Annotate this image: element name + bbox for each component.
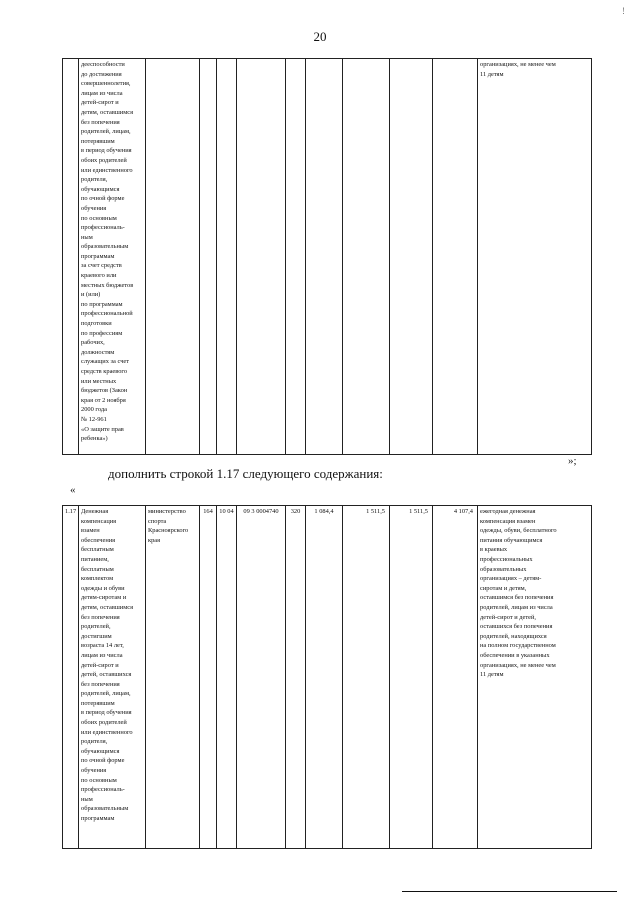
text-line: родителей, находящихся	[480, 632, 547, 640]
executor-lines	[148, 507, 197, 545]
text-line: обучения	[81, 767, 107, 775]
text-line: края от 2 ноября	[81, 396, 126, 404]
text-line: обучающимся	[81, 747, 120, 755]
text-line: служащих за счет	[81, 358, 130, 366]
year3-cell: 1 511,5	[390, 506, 433, 849]
opening-quote: «	[70, 484, 76, 496]
year1-cell	[306, 59, 343, 455]
text-line: программам	[81, 815, 115, 822]
text-line: взамен	[81, 527, 100, 535]
text-line: по очной форме	[81, 195, 125, 203]
corner-mark: !	[622, 6, 625, 16]
text-line: детей, оставшихся	[81, 671, 132, 679]
text-line: обучения	[81, 204, 107, 212]
total-cell: 4 107,4	[433, 506, 478, 849]
year2-cell	[343, 59, 390, 455]
text-line: профессиональных	[480, 555, 533, 563]
text-line: в период обучения	[81, 147, 132, 155]
expected-result-cell	[478, 59, 592, 455]
text-line: Денежная	[81, 508, 109, 515]
signature-line	[402, 891, 617, 892]
text-line: совершеннолетия,	[81, 80, 131, 88]
text-line: оставшимся без попечения	[480, 594, 554, 602]
text-line: обоих родителей	[81, 156, 127, 164]
text-line: министерство	[148, 508, 186, 515]
text-line: родителей, лицам,	[81, 128, 131, 136]
text-line: подготовки	[81, 320, 112, 328]
text-line: в краевых	[480, 546, 508, 554]
closing-quote: »;	[568, 455, 577, 467]
text-line: дееспособности	[81, 61, 125, 68]
text-line: профессиональ-	[81, 786, 125, 794]
text-line: обеспечении в указанных	[480, 651, 550, 659]
text-line: «О защите прав	[81, 425, 124, 433]
text-line: компенсация	[81, 517, 117, 525]
text-line: краевого или	[81, 272, 117, 280]
text-line: обучающимся	[81, 185, 120, 193]
year3-cell	[390, 59, 433, 455]
text-line: лицам из числа	[81, 651, 123, 659]
row-number-cell	[63, 59, 79, 455]
section-cell	[217, 59, 237, 455]
text-line: по программам	[81, 300, 123, 308]
text-line: по основным	[81, 214, 117, 222]
new-row-table	[62, 505, 592, 849]
text-line: образовательным	[81, 243, 129, 251]
text-line: рабочих,	[81, 339, 105, 347]
text-line: ежегодная денежная	[480, 508, 536, 515]
text-line: профессиональ-	[81, 224, 125, 232]
text-line: компенсация взамен	[480, 517, 536, 525]
executor-cell	[146, 59, 200, 455]
text-line: одежды и обуви	[81, 584, 125, 592]
executor-cell	[146, 506, 200, 849]
text-line: ным	[81, 795, 93, 803]
text-line: края	[148, 536, 161, 544]
text-line: родителей, лицам из числа	[480, 603, 553, 611]
amendment-text: дополнить строкой 1.17 следующего содержания:	[108, 466, 383, 481]
section-cell: 10 04	[217, 506, 237, 849]
text-line: Красноярского	[148, 527, 189, 535]
text-line: профессиональной	[81, 310, 133, 318]
target-article-cell	[237, 59, 286, 455]
text-line: без попечения	[81, 680, 120, 688]
text-line: или местных	[81, 377, 117, 385]
text-line: потерявшим	[81, 137, 115, 145]
text-line: достигшим	[81, 632, 112, 640]
text-line: бесплатным	[81, 546, 114, 554]
text-line: 11 детям	[480, 671, 504, 679]
text-line: программам	[81, 252, 115, 260]
continuation-table	[62, 58, 592, 455]
target-article-cell: 09 3 0004740	[237, 506, 286, 849]
total-cell	[433, 59, 478, 455]
text-line: спорта	[148, 517, 167, 525]
text-line: организациях – детям-	[480, 575, 542, 583]
text-line: родителя,	[81, 738, 108, 746]
measure-name-lines	[81, 60, 143, 444]
text-line: оставшихся без попечения	[480, 623, 553, 631]
expense-type-cell	[286, 59, 306, 455]
text-line: сиротам и детям,	[480, 584, 527, 592]
expected-result-lines	[480, 507, 589, 680]
text-line: образовательным	[81, 805, 129, 813]
text-line: или единственного	[81, 166, 133, 174]
text-line: детям-сиротам и	[81, 594, 127, 602]
text-line: организациях, не менее чем	[480, 61, 556, 68]
expected-result-cell	[478, 506, 592, 849]
text-line: лицам из числа	[81, 89, 123, 97]
text-line: № 12-961	[81, 415, 107, 423]
text-line: до достижения	[81, 70, 122, 78]
text-line: бесплатным	[81, 565, 114, 573]
text-line: детям, оставшимся	[81, 603, 134, 611]
measure-name-lines	[81, 507, 143, 824]
text-line: по очной форме	[81, 757, 125, 765]
text-line: возраста 14 лет,	[81, 642, 124, 650]
text-line: ным	[81, 233, 93, 241]
text-line: обоих родителей	[81, 719, 127, 727]
grbs-cell	[200, 59, 217, 455]
text-line: потерявшим	[81, 699, 115, 707]
text-line: 11 детям	[480, 70, 504, 78]
text-line: по профессиям	[81, 329, 123, 337]
text-line: без попечения	[81, 613, 120, 621]
year1-cell: 1 084,4	[306, 506, 343, 849]
text-line: образовательных	[480, 565, 527, 573]
expense-type-cell: 320	[286, 506, 306, 849]
text-line: без попечения	[81, 118, 120, 126]
text-line: и (или)	[81, 291, 101, 299]
text-line: питанием,	[81, 555, 109, 563]
text-line: местных бюджетов	[81, 281, 134, 289]
grbs-cell: 164	[200, 506, 217, 849]
text-line: детям, оставшимся	[81, 108, 134, 116]
row-number-cell: 1.17	[63, 506, 79, 849]
text-line: родителей,	[81, 623, 111, 631]
text-line: детей-сирот и	[81, 99, 119, 107]
text-line: детей-сирот и детей,	[480, 613, 536, 621]
text-line: в период обучения	[81, 709, 132, 717]
expected-result-lines	[480, 60, 589, 79]
text-line: ребенка»)	[81, 435, 108, 443]
text-line: на полном государственном	[480, 642, 556, 650]
text-line: питания обучающимся	[480, 536, 543, 544]
year2-cell: 1 511,5	[343, 506, 390, 849]
text-line: комплектом	[81, 575, 114, 583]
text-line: средств краевого	[81, 368, 128, 375]
measure-name-cell	[79, 59, 146, 455]
text-line: должностям	[81, 348, 115, 356]
text-line: родителя,	[81, 176, 108, 184]
text-line: или единственного	[81, 728, 133, 736]
text-line: обеспечения	[81, 536, 116, 544]
page-number: 20	[313, 29, 327, 44]
measure-name-cell	[79, 506, 146, 849]
text-line: по основным	[81, 776, 117, 784]
text-line: родителей, лицам,	[81, 690, 131, 698]
text-line: организациях, не менее чем	[480, 661, 556, 669]
text-line: за счет средств	[81, 262, 122, 270]
text-line: бюджетов (Закон	[81, 387, 128, 395]
text-line: 2000 года	[81, 406, 107, 414]
text-line: детей-сирот и	[81, 661, 119, 669]
text-line: одежды, обуви, бесплатного	[480, 527, 557, 535]
